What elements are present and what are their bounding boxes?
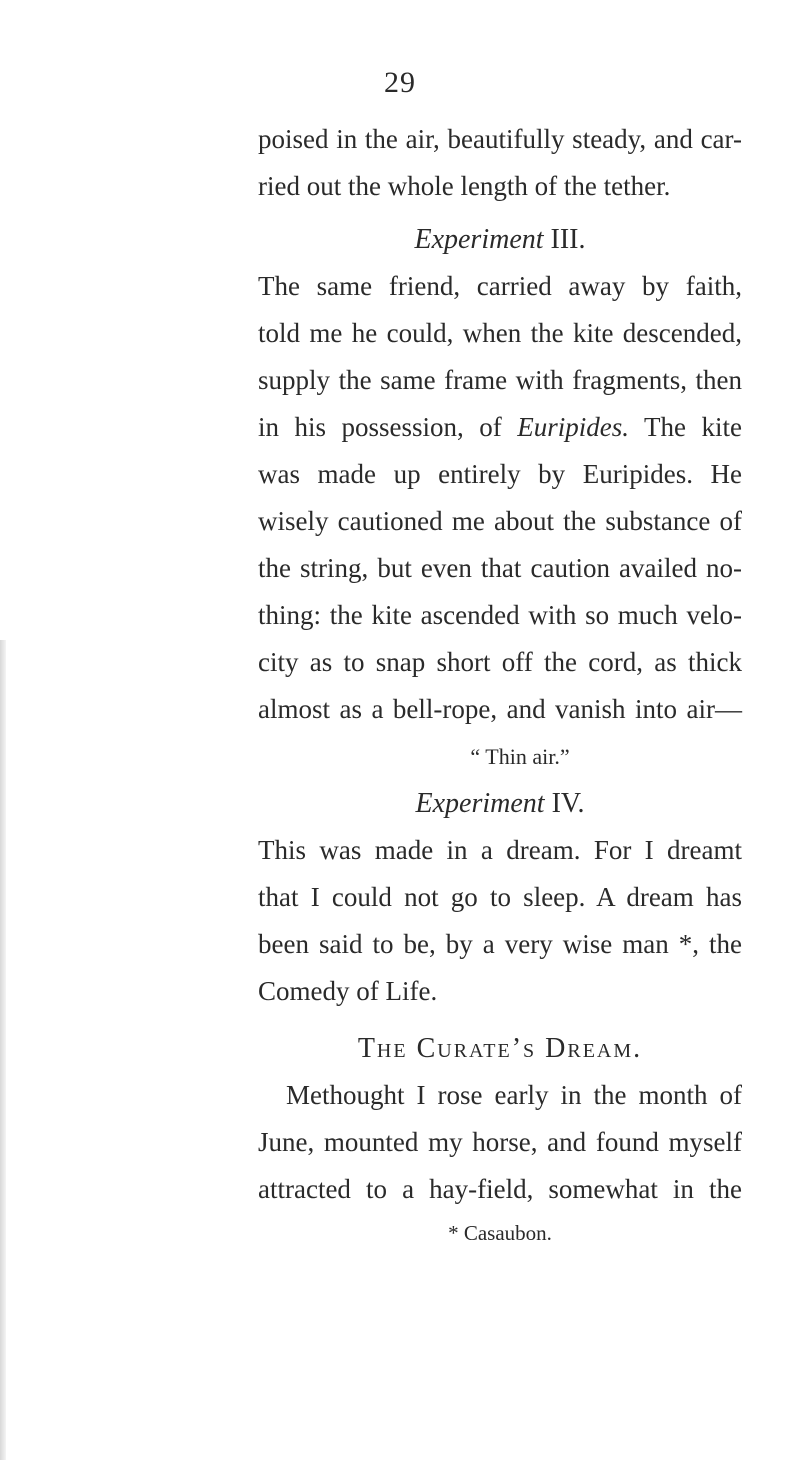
- text-line: [258, 404, 742, 451]
- section-heading-curates-dream: The Curate’s Dream.: [357, 1033, 643, 1064]
- text-line: wisely cautioned me about the substance of: [258, 506, 742, 536]
- text-line: This was made in a dream. For I dreamt: [258, 835, 742, 865]
- text-line: city as to snap short off the cord, as thick: [258, 647, 742, 677]
- text-body: [258, 116, 742, 1253]
- heading-numeral: IV.: [551, 788, 585, 819]
- text-line: June, mounted my horse, and found myself: [258, 1127, 742, 1157]
- text-line: The same friend, carried away by faith,: [258, 271, 742, 301]
- page-edge-shadow: [0, 640, 6, 1460]
- text-line: attracted to a hay-field, somewhat in the: [258, 1174, 742, 1204]
- text-line: been said to be, by a very wise man *, the: [258, 929, 742, 959]
- text-line: Comedy of Life.: [258, 976, 438, 1006]
- text-line: the string, but even that caution availed no-: [258, 553, 742, 583]
- quotation: “ Thin air.”: [470, 744, 570, 769]
- text-line: told me he could, when the kite descended,: [258, 318, 742, 348]
- text-line: thing: the kite ascended with so much velo-: [258, 600, 742, 630]
- heading-italic: Experiment: [414, 224, 544, 255]
- footnote: * Casaubon.: [448, 1221, 552, 1245]
- text-fragment: in his possession, of: [258, 412, 518, 442]
- text-fragment: The kite: [629, 412, 742, 442]
- text-line: that I could not go to sleep. A dream has: [258, 882, 742, 912]
- text-line: Methought I rose early in the month of: [286, 1080, 742, 1110]
- italic-title: Euripides.: [517, 412, 630, 442]
- text-line: supply the same frame with fragments, then: [258, 365, 742, 395]
- section-heading-experiment-4: [258, 780, 742, 827]
- text-line: ried out the whole length of the tether.: [258, 171, 671, 201]
- page-number: 29: [384, 66, 416, 99]
- heading-numeral: III.: [550, 224, 586, 255]
- text-line: almost as a bell-rope, and vanish into air—: [258, 694, 742, 724]
- text-line: poised in the air, beautifully steady, and car-: [258, 124, 742, 154]
- section-heading-experiment-3: [258, 216, 742, 263]
- heading-italic: Experiment: [415, 788, 545, 819]
- text-line: was made up entirely by Euripides. He: [258, 459, 742, 489]
